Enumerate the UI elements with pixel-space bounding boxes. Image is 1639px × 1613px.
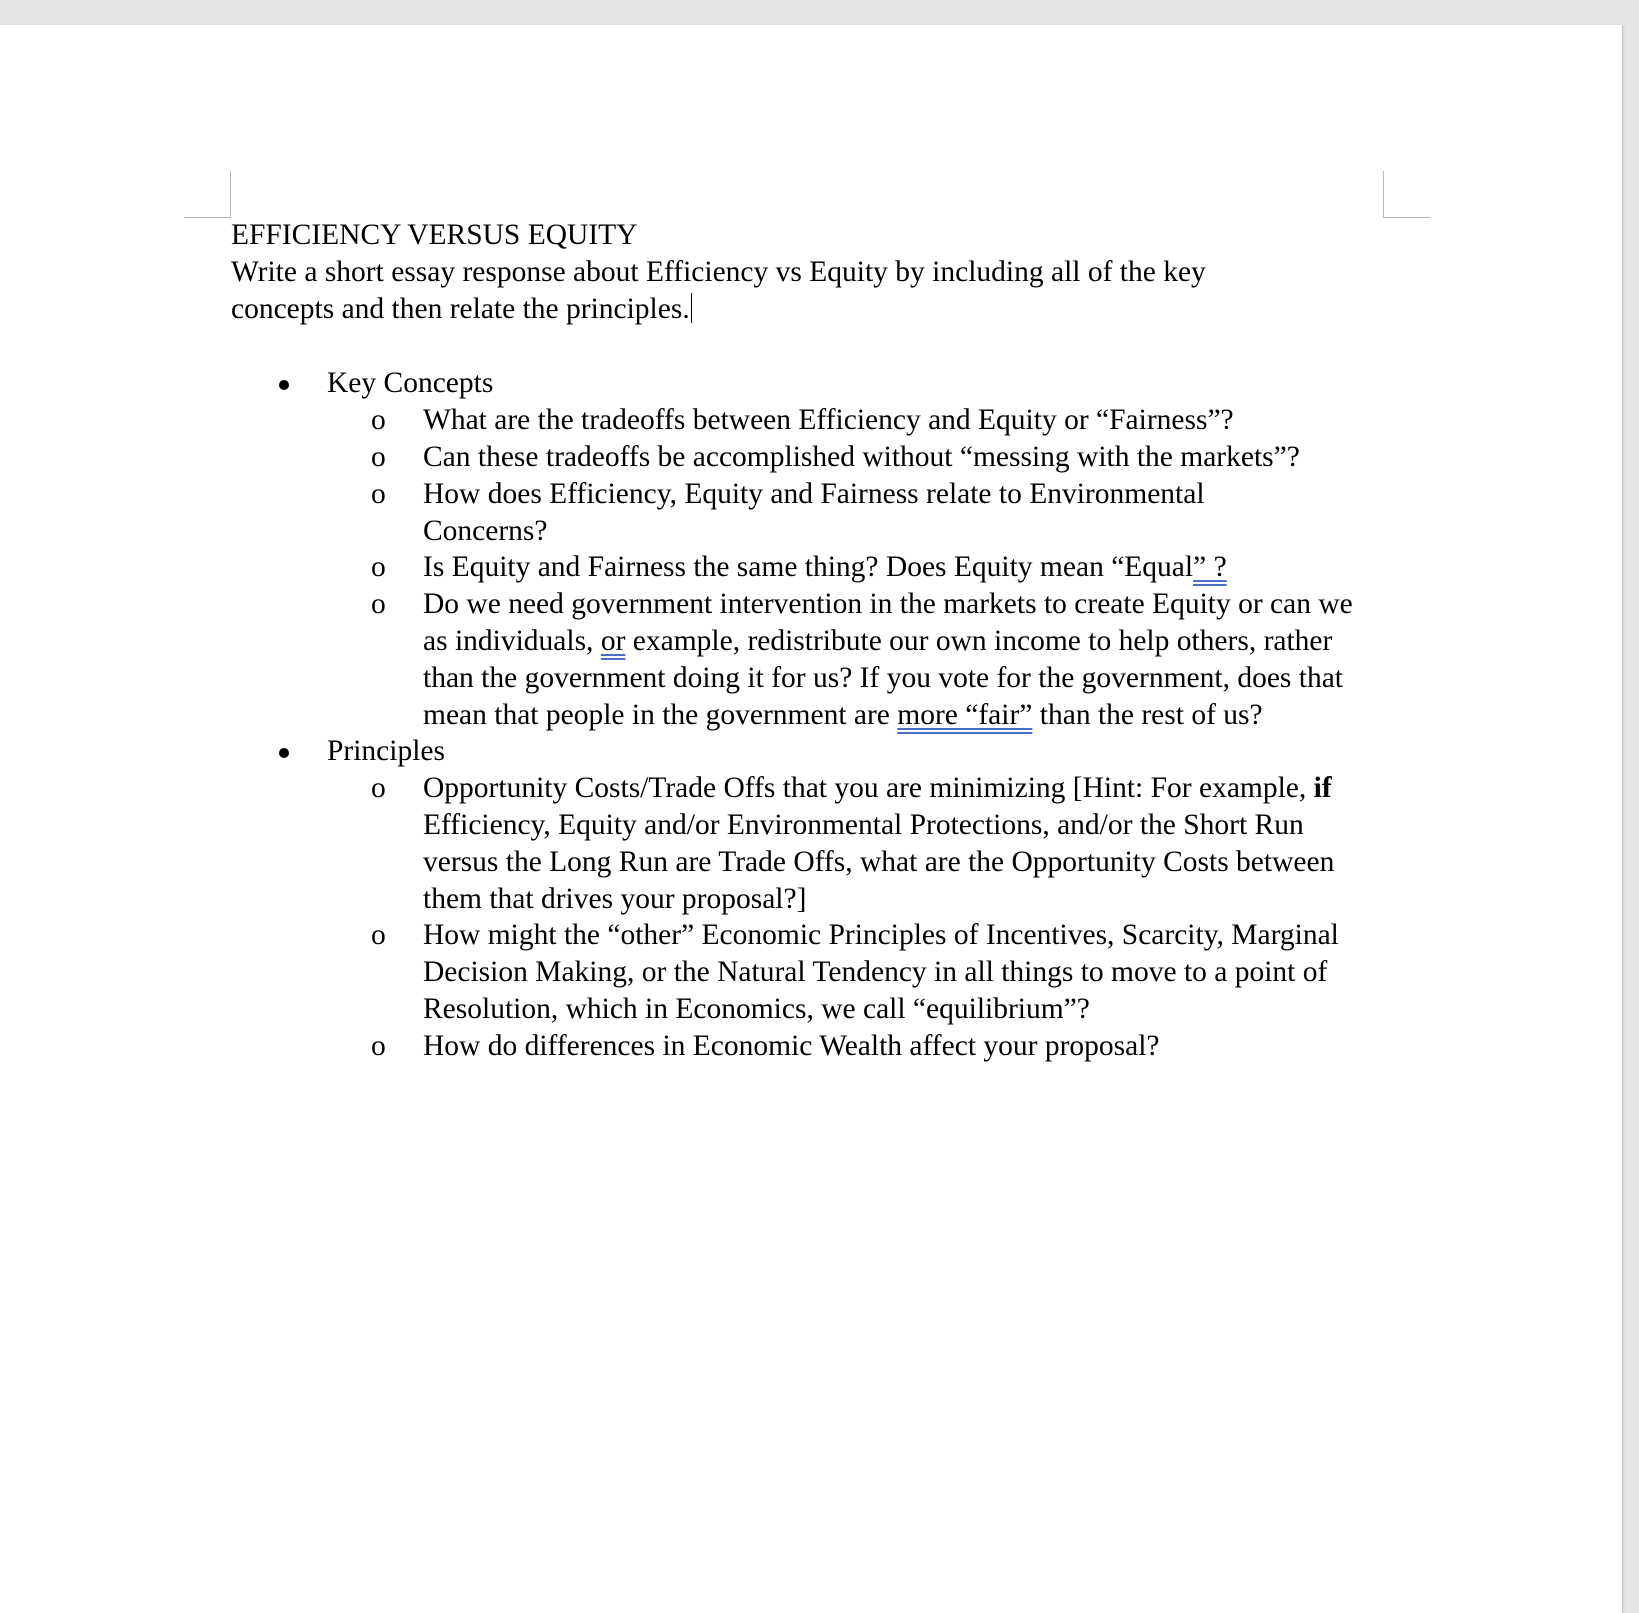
list-item: [327, 476, 1283, 550]
bold-text: if: [1313, 772, 1332, 805]
list-item: [327, 549, 1323, 586]
bullet-circle-icon: o: [371, 404, 386, 437]
list-item-text: Opportunity Costs/Trade Offs that you are minimizing [Hint: For example,: [423, 772, 1314, 805]
intro-text: Write a short essay response about Efficiency vs Equity by including all of the key concepts and then relate the principles.: [231, 255, 1206, 325]
document-page[interactable]: [0, 25, 1623, 1613]
list-item-principles: [231, 733, 1391, 1064]
margin-corner-top-right: [1383, 171, 1430, 218]
bullet-circle-icon: o: [371, 919, 386, 952]
list-item-text: How do differences in Economic Wealth affect your proposal?: [423, 1029, 1160, 1062]
list-item: [327, 1028, 1323, 1065]
text-cursor: [691, 293, 692, 323]
section-heading: Principles: [327, 735, 445, 768]
principles-sublist: [327, 770, 1391, 1064]
list-item-text: What are the tradeoffs between Efficiency and Equity or “Fairness”?: [423, 404, 1234, 437]
section-heading: Key Concepts: [327, 367, 494, 400]
list-item: [327, 439, 1423, 476]
list-item-text: than the rest of us?: [1032, 698, 1263, 731]
list-item-text: Do we need government intervention in the markets to create Equity or can we as individuals,: [423, 588, 1353, 657]
list-item: [327, 770, 1358, 917]
margin-corner-top-left: [184, 171, 231, 218]
list-item: [327, 402, 1323, 439]
intro-paragraph: [231, 254, 1311, 328]
bullet-circle-icon: o: [371, 477, 386, 510]
key-concepts-sublist: [327, 402, 1391, 733]
list-item-text: Can these tradeoffs be accomplished without “messing with the markets”?: [423, 440, 1300, 473]
list-item-text: How might the “other” Economic Principles of Incentives, Scarcity, Marginal Decision Making, or the Natural Tendency in all things to move to a point of Resolution, which in Economics, we call “equilibrium”?: [423, 919, 1339, 1025]
list-item-text: Is Equity and Fairness the same thing? Does Equity mean “Equal: [423, 551, 1194, 584]
bullet-disc-icon: [279, 380, 289, 390]
list-item-text: How does Efficiency, Equity and Fairness relate to Environmental Concerns?: [423, 477, 1205, 547]
bullet-circle-icon: o: [371, 588, 386, 621]
document-body[interactable]: [231, 217, 1391, 1065]
list-item-key-concepts: [231, 365, 1391, 733]
bullet-circle-icon: o: [371, 440, 386, 473]
outline-list: [231, 365, 1391, 1064]
grammar-flag[interactable]: ” ?: [1193, 551, 1227, 584]
bullet-circle-icon: o: [371, 1029, 386, 1062]
empty-paragraph: [231, 327, 1391, 365]
list-item: [327, 917, 1368, 1027]
bullet-circle-icon: o: [371, 551, 386, 584]
bullet-circle-icon: o: [371, 772, 386, 805]
list-item-text: example, redistribute our own income to help others, rather than the government doing it for us? If you vote for the government, does that mean that people in the government are: [423, 624, 1344, 731]
document-title: EFFICIENCY VERSUS EQUITY: [231, 219, 638, 251]
list-item-text: Efficiency, Equity and/or Environmental Protections, and/or the Short Run versus the Long Run are Trade Offs, what are the Opportunity Costs between them that drives your proposal?]: [423, 808, 1335, 915]
grammar-flag[interactable]: or: [600, 624, 626, 657]
list-item: [327, 586, 1358, 733]
grammar-flag[interactable]: more “fair”: [897, 698, 1033, 731]
bullet-disc-icon: [279, 748, 289, 758]
